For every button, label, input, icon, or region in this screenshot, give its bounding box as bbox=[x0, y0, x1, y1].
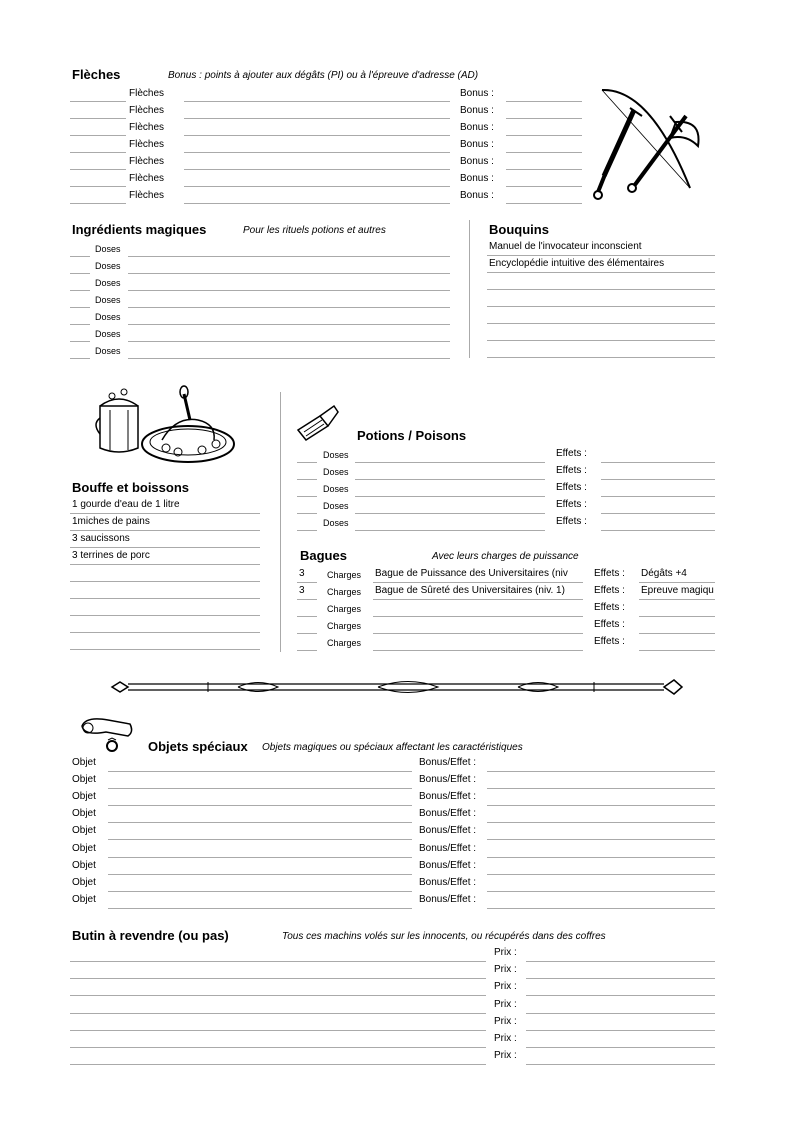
butin-price-label: Prix : bbox=[494, 947, 517, 958]
butin-price-label: Prix : bbox=[494, 998, 517, 1010]
bouffe-field[interactable] bbox=[70, 615, 260, 616]
bouquin-item: Encyclopédie intuitive des élémentaires bbox=[489, 258, 665, 269]
scroll-ring-icon bbox=[78, 712, 138, 756]
fleches-row-label: Flèches bbox=[129, 105, 165, 116]
bouffe-field[interactable] bbox=[70, 649, 260, 650]
fleches-bonus-field[interactable] bbox=[506, 101, 582, 102]
objet-bonus-field[interactable] bbox=[487, 908, 715, 909]
objet-bonus-label: Bonus/Effet : bbox=[419, 757, 477, 768]
objet-row-label: Objet bbox=[72, 893, 96, 905]
potions-title: Potions / Poisons bbox=[357, 428, 467, 443]
bouffe-item: 3 terrines de porc bbox=[72, 550, 150, 561]
fleches-qty-field[interactable] bbox=[70, 118, 126, 119]
fleches-bonus-field[interactable] bbox=[506, 152, 582, 153]
fleches-bonus-label: Bonus : bbox=[460, 88, 494, 99]
fleches-qty-field[interactable] bbox=[70, 152, 126, 153]
fleches-title: Flèches bbox=[72, 67, 121, 82]
ingredient-row-label: Doses bbox=[95, 295, 121, 305]
potion-qty-field[interactable] bbox=[297, 479, 317, 480]
potion-effects-field[interactable] bbox=[601, 530, 715, 531]
ingredient-row-label: Doses bbox=[95, 312, 121, 322]
ingredient-name-field[interactable] bbox=[128, 307, 450, 308]
fleches-bonus-label: Bonus : bbox=[460, 173, 494, 184]
butin-price-label: Prix : bbox=[494, 981, 517, 993]
bague-qty: 3 bbox=[299, 585, 305, 596]
ingredient-row-label: Doses bbox=[95, 278, 121, 288]
ingredient-name-field[interactable] bbox=[128, 324, 450, 325]
potion-row-label: Doses bbox=[323, 467, 349, 477]
objet-bonus-label: Bonus/Effet : bbox=[419, 893, 477, 905]
potion-effects-label: Effets : bbox=[556, 465, 587, 476]
bouffe-field[interactable] bbox=[70, 530, 260, 531]
bague-qty-field[interactable] bbox=[297, 633, 317, 634]
bague-qty-field[interactable] bbox=[297, 582, 317, 583]
bouffe-item: 1 gourde d'eau de 1 litre bbox=[72, 499, 180, 510]
fleches-name-field[interactable] bbox=[184, 135, 450, 136]
bague-charges-label: Charges bbox=[327, 638, 362, 648]
fleches-name-field[interactable] bbox=[184, 186, 450, 187]
objet-name-field[interactable] bbox=[108, 822, 412, 823]
bouquin-field[interactable] bbox=[487, 272, 715, 273]
ingredient-name-field[interactable] bbox=[128, 341, 450, 342]
fleches-bonus-field[interactable] bbox=[506, 203, 582, 204]
ingredient-row-label: Doses bbox=[95, 261, 121, 271]
fleches-qty-field[interactable] bbox=[70, 169, 126, 170]
fleches-row-label: Flèches bbox=[129, 156, 165, 167]
fleches-name-field[interactable] bbox=[184, 101, 450, 102]
fleches-qty-field[interactable] bbox=[70, 186, 126, 187]
ingredients-title: Ingrédients magiques bbox=[72, 222, 207, 237]
potion-effects-field[interactable] bbox=[601, 462, 715, 463]
magic-staff-icon bbox=[108, 676, 684, 698]
fleches-name-field[interactable] bbox=[184, 203, 450, 204]
ingredient-row-label: Doses bbox=[95, 329, 121, 339]
fleches-qty-field[interactable] bbox=[70, 101, 126, 102]
bague-qty: 3 bbox=[299, 568, 305, 579]
ingredient-qty-field[interactable] bbox=[70, 358, 90, 359]
bague-effects-label: Effets : bbox=[594, 619, 625, 630]
potion-row-label: Doses bbox=[323, 501, 349, 511]
objet-name-field[interactable] bbox=[108, 771, 412, 772]
fleches-row-label: Flèches bbox=[129, 122, 165, 133]
bague-effects-field[interactable] bbox=[639, 616, 715, 617]
objet-row-label: Objet bbox=[72, 825, 96, 837]
butin-price-field[interactable] bbox=[526, 995, 715, 996]
butin-price-field[interactable] bbox=[526, 961, 715, 962]
fleches-bonus-label: Bonus : bbox=[460, 156, 494, 167]
objet-bonus-label: Bonus/Effet : bbox=[419, 825, 477, 837]
bague-effect: Dégâts +4 bbox=[641, 568, 687, 579]
butin-price-label: Prix : bbox=[494, 1050, 517, 1062]
fleches-name-field[interactable] bbox=[184, 118, 450, 119]
fleches-qty-field[interactable] bbox=[70, 135, 126, 136]
fleches-bonus-label: Bonus : bbox=[460, 105, 494, 116]
objet-name-field[interactable] bbox=[108, 891, 412, 892]
bague-charges-label: Charges bbox=[327, 604, 362, 614]
bouquin-field[interactable] bbox=[487, 255, 715, 256]
objet-row-label: Objet bbox=[72, 757, 96, 768]
food-platter-icon bbox=[92, 384, 242, 470]
bague-name-field[interactable] bbox=[373, 582, 583, 583]
objet-bonus-label: Bonus/Effet : bbox=[419, 876, 477, 888]
bouquin-field[interactable] bbox=[487, 289, 715, 290]
objet-bonus-label: Bonus/Effet : bbox=[419, 859, 477, 871]
potion-row-label: Doses bbox=[323, 518, 349, 528]
objet-row-label: Objet bbox=[72, 876, 96, 888]
objet-bonus-field[interactable] bbox=[487, 891, 715, 892]
objets-subtitle: Objets magiques ou spéciaux affectant les caractéristiques bbox=[262, 742, 523, 753]
fleches-row-label: Flèches bbox=[129, 190, 165, 201]
fleches-bonus-field[interactable] bbox=[506, 135, 582, 136]
butin-item-field[interactable] bbox=[70, 1030, 486, 1031]
objet-row-label: Objet bbox=[72, 842, 96, 854]
bouffe-field[interactable] bbox=[70, 598, 260, 599]
fleches-row-label: Flèches bbox=[129, 173, 165, 184]
ingredient-name-field[interactable] bbox=[128, 358, 450, 359]
objet-bonus-field[interactable] bbox=[487, 857, 715, 858]
objet-name-field[interactable] bbox=[108, 805, 412, 806]
bagues-title: Bagues bbox=[300, 548, 347, 563]
bague-qty-field[interactable] bbox=[297, 599, 317, 600]
bague-name-field[interactable] bbox=[373, 599, 583, 600]
fleches-bonus-label: Bonus : bbox=[460, 122, 494, 133]
objet-name-field[interactable] bbox=[108, 839, 412, 840]
butin-item-field[interactable] bbox=[70, 1064, 486, 1065]
bouquin-field[interactable] bbox=[487, 357, 715, 358]
potion-effects-field[interactable] bbox=[601, 513, 715, 514]
bague-effects-field[interactable] bbox=[639, 599, 715, 600]
potion-effects-label: Effets : bbox=[556, 448, 587, 459]
bague-name-field[interactable] bbox=[373, 633, 583, 634]
butin-price-field[interactable] bbox=[526, 1030, 715, 1031]
bague-effects-label: Effets : bbox=[594, 585, 625, 596]
potion-bottle-icon bbox=[294, 402, 344, 442]
objet-row-label: Objet bbox=[72, 859, 96, 871]
butin-item-field[interactable] bbox=[70, 1047, 486, 1048]
ingredient-qty-field[interactable] bbox=[70, 341, 90, 342]
objet-bonus-label: Bonus/Effet : bbox=[419, 842, 477, 854]
objet-row-label: Objet bbox=[72, 774, 96, 786]
butin-price-label: Prix : bbox=[494, 1033, 517, 1044]
butin-price-label: Prix : bbox=[494, 1015, 517, 1027]
potion-qty-field[interactable] bbox=[297, 530, 317, 531]
potion-name-field[interactable] bbox=[355, 530, 545, 531]
ingredient-name-field[interactable] bbox=[128, 290, 450, 291]
objet-bonus-field[interactable] bbox=[487, 805, 715, 806]
potion-row-label: Doses bbox=[323, 450, 349, 460]
bague-name-field[interactable] bbox=[373, 650, 583, 651]
bouquin-field[interactable] bbox=[487, 323, 715, 324]
potion-effects-label: Effets : bbox=[556, 516, 587, 527]
objet-bonus-field[interactable] bbox=[487, 822, 715, 823]
butin-subtitle: Tous ces machins volés sur les innocents, ou récupérés dans des coffres bbox=[282, 931, 606, 942]
fleches-row-label: Flèches bbox=[129, 139, 165, 150]
potion-qty-field[interactable] bbox=[297, 462, 317, 463]
bague-qty-field[interactable] bbox=[297, 616, 317, 617]
butin-item-field[interactable] bbox=[70, 978, 486, 979]
ingredients-subtitle: Pour les rituels potions et autres bbox=[243, 225, 386, 236]
fleches-bonus-field[interactable] bbox=[506, 118, 582, 119]
bouffe-title: Bouffe et boissons bbox=[72, 480, 190, 495]
objet-row-label: Objet bbox=[72, 808, 96, 820]
bague-name: Bague de Sûreté des Universitaires (niv. 1) bbox=[375, 585, 565, 596]
fleches-row-label: Flèches bbox=[129, 88, 165, 99]
bouffe-item: 3 saucissons bbox=[72, 533, 130, 544]
fleches-subtitle: Bonus : points à ajouter aux dégâts (PI) ou à l'épreuve d'adresse (AD) bbox=[168, 70, 479, 81]
bague-effects-label: Effets : bbox=[594, 568, 625, 579]
butin-price-field[interactable] bbox=[526, 1013, 715, 1014]
potion-name-field[interactable] bbox=[355, 462, 545, 463]
column-divider-2 bbox=[280, 392, 281, 652]
ingredient-qty-field[interactable] bbox=[70, 307, 90, 308]
bague-effect: Épreuve magiqu bbox=[641, 585, 714, 596]
bouffe-field[interactable] bbox=[70, 632, 260, 633]
ingredient-qty-field[interactable] bbox=[70, 256, 90, 257]
fleches-bonus-label: Bonus : bbox=[460, 190, 494, 201]
bague-effects-label: Effets : bbox=[594, 602, 625, 613]
fleches-bonus-label: Bonus : bbox=[460, 139, 494, 150]
ingredient-name-field[interactable] bbox=[128, 273, 450, 274]
objet-bonus-field[interactable] bbox=[487, 874, 715, 875]
butin-price-field[interactable] bbox=[526, 1047, 715, 1048]
fleches-bonus-field[interactable] bbox=[506, 186, 582, 187]
butin-item-field[interactable] bbox=[70, 995, 486, 996]
objet-name-field[interactable] bbox=[108, 857, 412, 858]
butin-title: Butin à revendre (ou pas) bbox=[72, 928, 229, 943]
bague-effects-field[interactable] bbox=[639, 633, 715, 634]
ingredient-qty-field[interactable] bbox=[70, 273, 90, 274]
butin-item-field[interactable] bbox=[70, 1013, 486, 1014]
objets-title: Objets spéciaux bbox=[148, 739, 248, 754]
butin-item-field[interactable] bbox=[70, 961, 486, 962]
objet-name-field[interactable] bbox=[108, 908, 412, 909]
objet-bonus-field[interactable] bbox=[487, 839, 715, 840]
objet-bonus-field[interactable] bbox=[487, 788, 715, 789]
objet-bonus-label: Bonus/Effet : bbox=[419, 774, 477, 786]
fleches-qty-field[interactable] bbox=[70, 203, 126, 204]
potion-qty-field[interactable] bbox=[297, 496, 317, 497]
bague-charges-label: Charges bbox=[327, 587, 362, 597]
bague-effects-label: Effets : bbox=[594, 636, 625, 647]
bague-charges-label: Charges bbox=[327, 570, 362, 580]
fleches-bonus-field[interactable] bbox=[506, 169, 582, 170]
bouquin-field[interactable] bbox=[487, 306, 715, 307]
bouffe-field[interactable] bbox=[70, 564, 260, 565]
objet-bonus-label: Bonus/Effet : bbox=[419, 808, 477, 820]
crossed-sword-axe-bow-icon bbox=[590, 88, 710, 203]
butin-price-field[interactable] bbox=[526, 1064, 715, 1065]
objet-name-field[interactable] bbox=[108, 788, 412, 789]
bague-qty-field[interactable] bbox=[297, 650, 317, 651]
bague-effects-field[interactable] bbox=[639, 582, 715, 583]
bague-charges-label: Charges bbox=[327, 621, 362, 631]
ingredient-qty-field[interactable] bbox=[70, 290, 90, 291]
ingredient-qty-field[interactable] bbox=[70, 324, 90, 325]
butin-price-field[interactable] bbox=[526, 978, 715, 979]
ingredient-row-label: Doses bbox=[95, 346, 121, 356]
potion-name-field[interactable] bbox=[355, 479, 545, 480]
bouffe-item: 1miches de pains bbox=[72, 516, 150, 527]
bouquin-item: Manuel de l'invocateur inconscient bbox=[489, 241, 642, 252]
potion-qty-field[interactable] bbox=[297, 513, 317, 514]
fleches-name-field[interactable] bbox=[184, 169, 450, 170]
objet-row-label: Objet bbox=[72, 791, 96, 803]
potion-row-label: Doses bbox=[323, 484, 349, 494]
objet-name-field[interactable] bbox=[108, 874, 412, 875]
bague-name-field[interactable] bbox=[373, 616, 583, 617]
objet-bonus-label: Bonus/Effet : bbox=[419, 791, 477, 803]
bagues-subtitle: Avec leurs charges de puissance bbox=[432, 551, 579, 562]
potion-effects-label: Effets : bbox=[556, 482, 587, 493]
bouquins-title: Bouquins bbox=[489, 222, 549, 237]
bague-effects-field[interactable] bbox=[639, 650, 715, 651]
column-divider bbox=[469, 220, 470, 358]
potion-effects-field[interactable] bbox=[601, 479, 715, 480]
potion-name-field[interactable] bbox=[355, 496, 545, 497]
fleches-name-field[interactable] bbox=[184, 152, 450, 153]
bouquin-field[interactable] bbox=[487, 340, 715, 341]
potion-effects-field[interactable] bbox=[601, 496, 715, 497]
ingredient-name-field[interactable] bbox=[128, 256, 450, 257]
bouffe-field[interactable] bbox=[70, 581, 260, 582]
bouffe-field[interactable] bbox=[70, 547, 260, 548]
potion-effects-label: Effets : bbox=[556, 499, 587, 510]
bouffe-field[interactable] bbox=[70, 513, 260, 514]
potion-name-field[interactable] bbox=[355, 513, 545, 514]
ingredient-row-label: Doses bbox=[95, 244, 121, 254]
objet-bonus-field[interactable] bbox=[487, 771, 715, 772]
butin-price-label: Prix : bbox=[494, 964, 517, 976]
bague-name: Bague de Puissance des Universitaires (niv bbox=[375, 568, 568, 579]
